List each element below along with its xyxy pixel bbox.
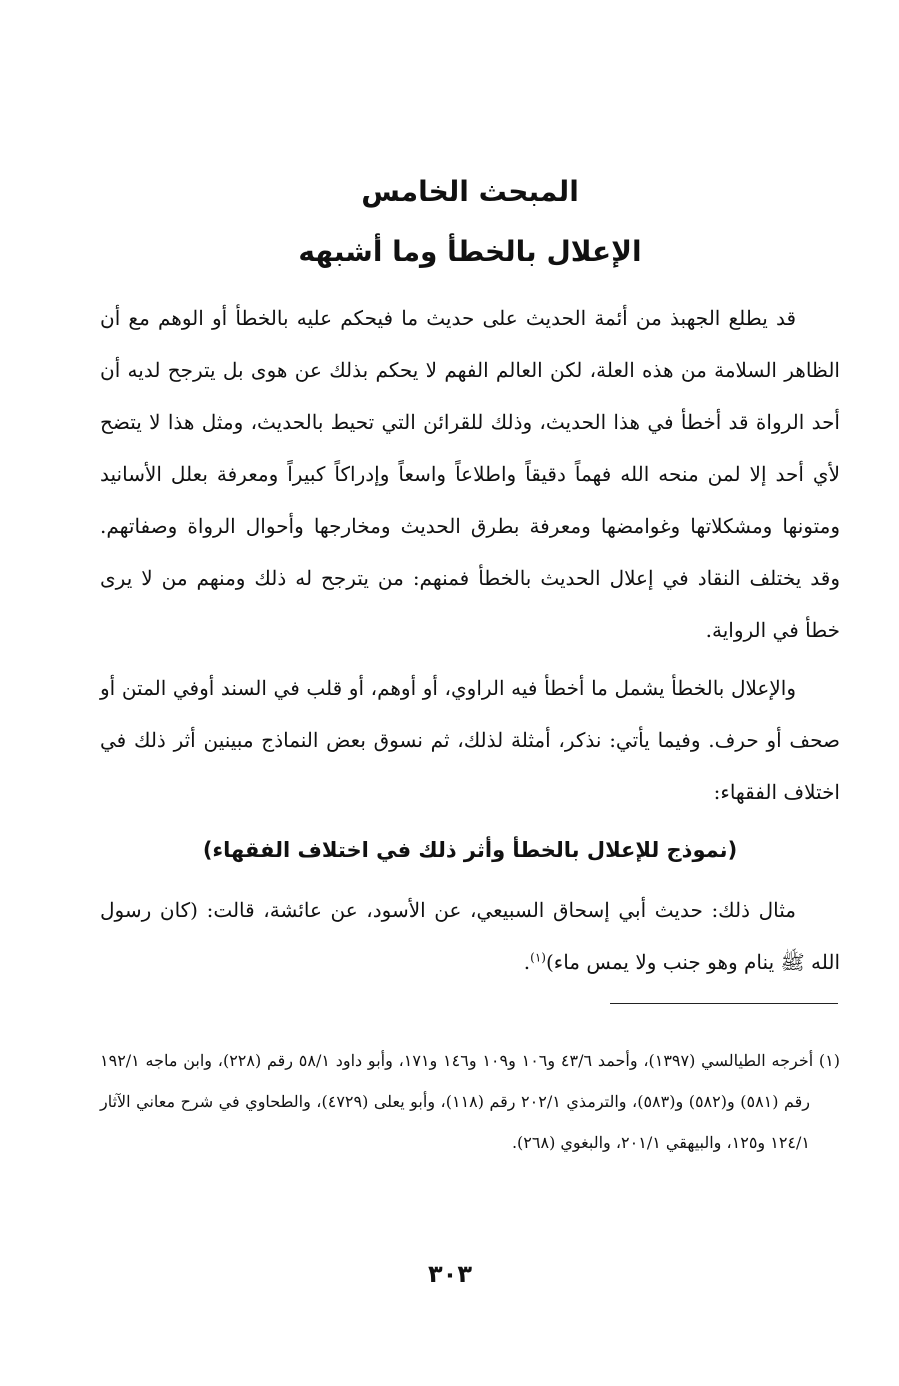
section-heading: المبحث الخامس (361, 175, 579, 208)
paragraph-scope: والإعلال بالخطأ يشمل ما أخطأ فيه الراوي، أو أوهم، أو قلب في السند أوفي المتن أو صحف أو حرف. وفيما يأتي: نذكر، أمثلة لذلك، ثم نسوق بعض النماذج مبينين أثر ذلك في اختلاف الفقهاء: (100, 676, 840, 804)
paragraph-example (100, 884, 840, 988)
page-number: ٣٠٣ (428, 1260, 472, 1288)
example-end: . (523, 950, 531, 974)
footnote-text: (١) أخرجه الطيالسي (١٣٩٧)، وأحمد ٤٣/٦ و١٠٦ و١٠٩ و١٤٦ و١٧١، وأبو داود ٥٨/١ رقم (٢٢٨)، وابن ماجه ١٩٢/١ رقم (٥٨١) و(٥٨٢) و(٥٨٣)، والترمذي ٢٠٢/١ رقم (١١٨)، وأبو يعلى (٤٧٢٩)، والطحاوي في شرح معاني الآثار ١٢٤/١ و١٢٥، والبيهقي ٢٠١/١، والبغوي (٢٦٨). (100, 1051, 841, 1152)
footnote-separator (610, 1003, 838, 1004)
footnote-reference[interactable]: (١) (530, 950, 546, 965)
footnote (100, 1040, 840, 1163)
paragraph-intro: قد يطلع الجهبذ من أئمة الحديث على حديث ما فيحكم عليه بالخطأ أو الوهم مع أن الظاهر السلامة من هذه العلة، لكن العالم الفهم لا يحكم بذلك عن هوى بل يترجح لديه أن أحد الرواة قد أخطأ في هذا الحديث، وذلك للقرائن التي تحيط بالحديث، ومثل هذا لا يتضح لأي أحد إلا لمن منحه الله فهماً دقيقاً واطلاعاً واسعاً وإدراكاً كبيراً ومعرفة بعلل الأسانيد ومتونها ومشكلاتها وغوامضها ومعرفة بطرق الحديث ومخارجها وأحوال الرواة وصفاتهم. وقد يختلف النقاد في إعلال الحديث بالخطأ فمنهم: من يترجح له ذلك ومنهم من لا يرى خطأ في الرواية. (100, 306, 840, 642)
example-text: مثال ذلك: حديث أبي إسحاق السبيعي، عن الأسود، عن عائشة، قالت: (كان رسول الله ﷺ ينام وهو جنب ولا يمس ماء) (100, 898, 840, 974)
example-subheading: (نموذج للإعلال بالخطأ وأثر ذلك في اختلاف الفقهاء) (202, 838, 738, 862)
section-title: الإعلال بالخطأ وما أشبهه (298, 235, 642, 268)
